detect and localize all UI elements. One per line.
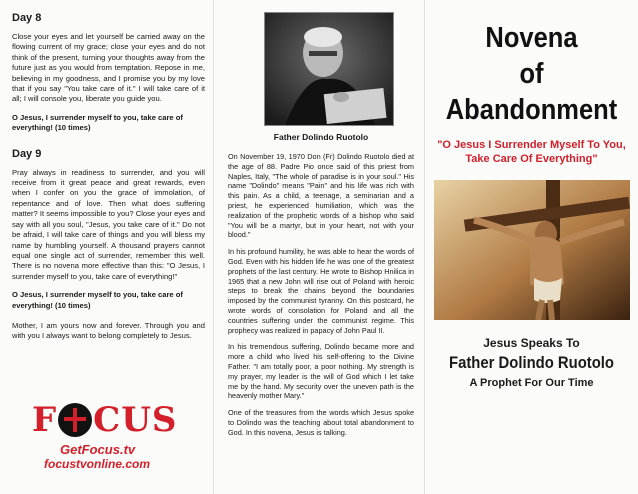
day9-text: Pray always in readiness to surrender, and you will receive from it great peace and great rewards, even when I confer on you the grace of immolation, of repentance and of love. Then what does suffering matter? It seems impossible to you? Close your eyes and say with all you soul, "Jesus, you take care of it." Do not be afraid, I will take care of things and you will bless my name by humbling yourself. A thousand prayers cannot equal one single act of surrender, remember this well. There is no novena more effective than this: "O Jesus, I surrender myself to you, take care of everything!" (12, 167, 205, 281)
panel-middle (213, 0, 425, 494)
crucifix-illustration (434, 180, 630, 320)
cover-name: Father Dolindo Ruotolo (449, 354, 614, 372)
bio-para-4: One of the treasures from the words which Jesus spoke to Dolindo was the teaching about total abandonment to God. In this novena, Jesus is talking. (228, 408, 414, 437)
panel-left (0, 0, 213, 494)
title-of: of (519, 58, 544, 90)
priest-photo (264, 12, 394, 126)
priest-photo-image (265, 13, 393, 125)
cross-icon (58, 403, 92, 437)
cover-subtitle: A Prophet For Our Time (469, 377, 594, 389)
day9-heading: Day 9 (12, 147, 42, 160)
crucifix-image (434, 180, 630, 320)
photo-caption: Father Dolindo Ruotolo (273, 132, 369, 142)
day8-heading: Day 8 (12, 12, 42, 24)
logo-url-focustvonline: focustvonline.com (44, 457, 151, 471)
panel-cover (425, 0, 638, 494)
day8-prayer: O Jesus, I surrender myself to you, take care of everything! (10 times) (12, 112, 183, 133)
bio-para-3: In his tremendous suffering, Dolindo became more and more a child who lived his self-offering to the Divine Father. "I am totally poor, a poor nothing. My strength is my prayer, my leader is the will of God which I let take me by the hand. My security over the uneven path is the heavenly mother Mary." (228, 342, 414, 401)
cover-speaks: Jesus Speaks To (483, 336, 580, 350)
focus-logo (32, 400, 182, 490)
cover-quote: "O Jesus I Surrender Myself To You, Take Care Of Everything" (437, 139, 626, 165)
bio-para-1: On November 19, 1970 Don (Fr) Dolindo Ruotolo died at the age of 88. Padre Pio once said of this priest from Naples, Italy, "The whole of paradise is in your soul." His name "Dolindo" means "Pain" and his life was rich with this pain. As a child, a teenage, a seminarian and a priest, he experienced humiliation, which was the realization of the prophetic words of a bishop who said "You will be a martyr, but in your heart, not with your blood." (228, 152, 414, 240)
title-novena: Novena (485, 22, 578, 54)
day8-text: Close your eyes and let yourself be carried away on the flowing current of my grace; close your eyes and do not think of the present, turning your thoughts away from the future just as you would from temptation. Repose in me, believing in my goodness, and I promise you by my love that if you say "You take care of it." I will take care of it all; I will console you, liberate you guide you. (12, 32, 205, 104)
logo-letter-f: F (32, 400, 58, 440)
day9-prayer: O Jesus, I surrender myself to you, take care of everything! (10 times) (12, 290, 183, 310)
title-abandonment: Abandonment (445, 94, 618, 126)
bio-para-2: In his profound humility, he was able to hear the words of God. Even with his hidden life he was one of the greatest prophets of the last century. He wrote to Bishop Hnilica in 1965 that a new John will rise out of Poland with heroic steps to break the chains beyond the boundaries imposed by the communist tyranny. On this postcard, he wrote words of consolation for Poland and all the countries suffering under the communist regime. This prophecy was realized in papacy of John Paul II. (228, 247, 414, 335)
closing-text: Mother, I am yours now and forever. Through you and with you I always want to belong completely to Jesus. (12, 320, 205, 341)
logo-url-getfocus: GetFocus.tv (60, 442, 136, 457)
logo-letters-cus: CUS (93, 400, 178, 440)
